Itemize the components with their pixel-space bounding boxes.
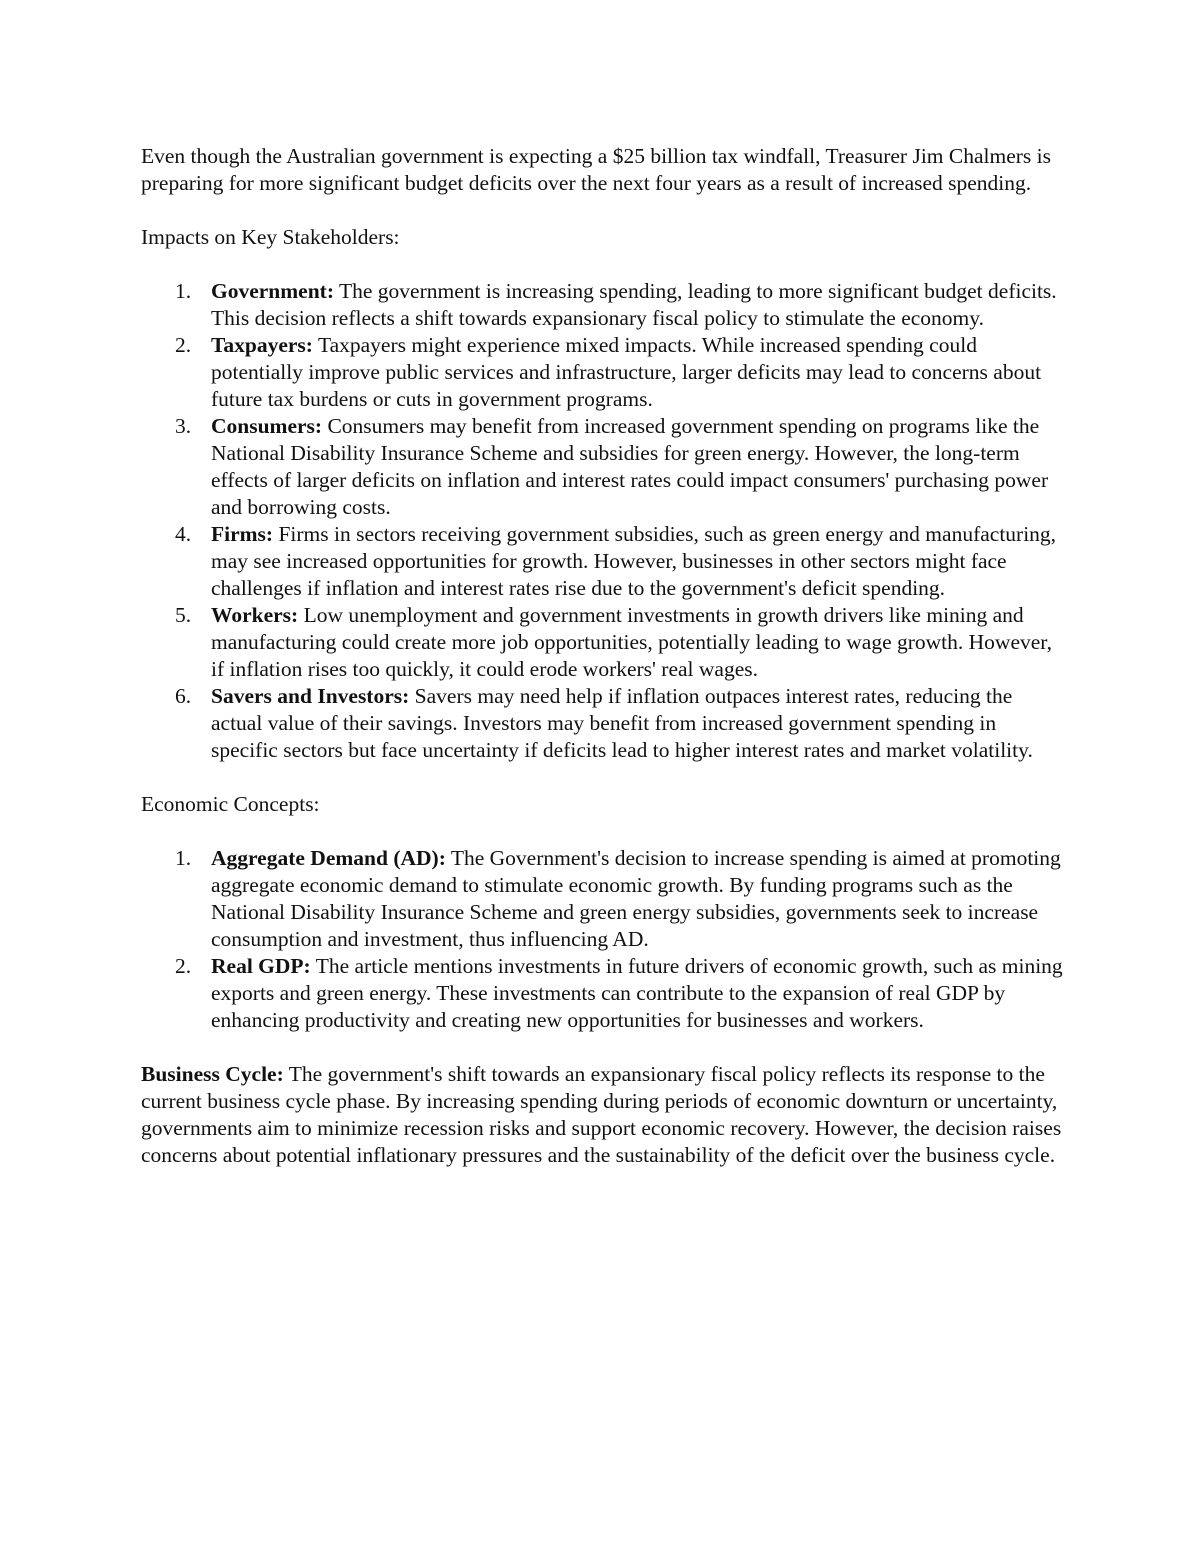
- list-item: [141, 521, 1066, 602]
- list-number: 5.: [175, 603, 192, 627]
- concepts-heading: Economic Concepts:: [141, 792, 320, 816]
- business-cycle-text: The government's shift towards an expansionary fiscal policy reflects its response to the current business cycle phase. By increasing spending during periods of economic downturn or uncertainty, governments aim to minimize recession risks and support economic recovery. However, the decision raises concerns about potential inflationary pressures and the sustainability of the deficit over the business cycle.: [141, 1062, 1062, 1167]
- list-item: [141, 953, 1066, 1034]
- list-text: Taxpayers might experience mixed impacts. While increased spending could potentially improve public services and infrastructure, larger deficits may lead to concerns about future tax burdens or cuts in government programs.: [211, 333, 1042, 411]
- list-item: [141, 845, 1066, 953]
- list-number: 1.: [175, 279, 192, 303]
- stakeholders-list: [141, 278, 1066, 764]
- list-text: The government is increasing spending, leading to more significant budget deficits. This decision reflects a shift towards expansionary fiscal policy to stimulate the economy.: [211, 279, 1057, 330]
- list-term: Taxpayers:: [211, 333, 313, 357]
- list-term: Aggregate Demand (AD):: [211, 846, 446, 870]
- list-term: Firms:: [211, 522, 274, 546]
- list-item: [141, 413, 1066, 521]
- list-term: Savers and Investors:: [211, 684, 410, 708]
- list-number: 3.: [175, 414, 192, 438]
- list-term: Real GDP:: [211, 954, 311, 978]
- list-number: 1.: [175, 846, 192, 870]
- list-number: 6.: [175, 684, 192, 708]
- list-term: Government:: [211, 279, 334, 303]
- list-text: Firms in sectors receiving government subsidies, such as green energy and manufacturing, may see increased opportunities for growth. However, businesses in other sectors might face challenges if inflation and interest rates rise due to the government's deficit spending.: [211, 522, 1057, 600]
- list-number: 2.: [175, 954, 192, 978]
- list-item: [141, 332, 1066, 413]
- intro-paragraph: Even though the Australian government is expecting a $25 billion tax windfall, Treasurer Jim Chalmers is preparing for more significant budget deficits over the next four years as a result of increased spending.: [141, 144, 1052, 195]
- list-term: Workers:: [211, 603, 299, 627]
- stakeholders-heading: Impacts on Key Stakeholders:: [141, 225, 400, 249]
- list-text: Savers may need help if inflation outpaces interest rates, reducing the actual value of their savings. Investors may benefit from increased government spending in specific sectors but face uncertainty if deficits lead to higher interest rates and market volatility.: [211, 684, 1033, 762]
- list-number: 2.: [175, 333, 192, 357]
- concepts-list: [141, 845, 1066, 1034]
- list-text: The article mentions investments in future drivers of economic growth, such as mining exports and green energy. These investments can contribute to the expansion of real GDP by enhancing productivity and creating new opportunities for businesses and workers.: [211, 954, 1063, 1032]
- list-text: Consumers may benefit from increased government spending on programs like the National Disability Insurance Scheme and subsidies for green energy. However, the long-term effects of larger deficits on inflation and interest rates could impact consumers' purchasing power and borrowing costs.: [211, 414, 1049, 519]
- list-number: 4.: [175, 522, 192, 546]
- business-cycle-paragraph: [141, 1061, 1066, 1169]
- list-item: [141, 602, 1066, 683]
- list-term: Consumers:: [211, 414, 323, 438]
- list-item: [141, 278, 1066, 332]
- list-text: Low unemployment and government investments in growth drivers like mining and manufacturing could create more job opportunities, potentially leading to wage growth. However, if inflation rises too quickly, it could erode workers' real wages.: [211, 603, 1052, 681]
- list-item: [141, 683, 1066, 764]
- list-text: The Government's decision to increase spending is aimed at promoting aggregate economic demand to stimulate economic growth. By funding programs such as the National Disability Insurance Scheme and green energy subsidies, governments seek to increase consumption and investment, thus influencing AD.: [211, 846, 1061, 951]
- document-page: [141, 143, 1066, 1169]
- business-cycle-term: Business Cycle:: [141, 1062, 284, 1086]
